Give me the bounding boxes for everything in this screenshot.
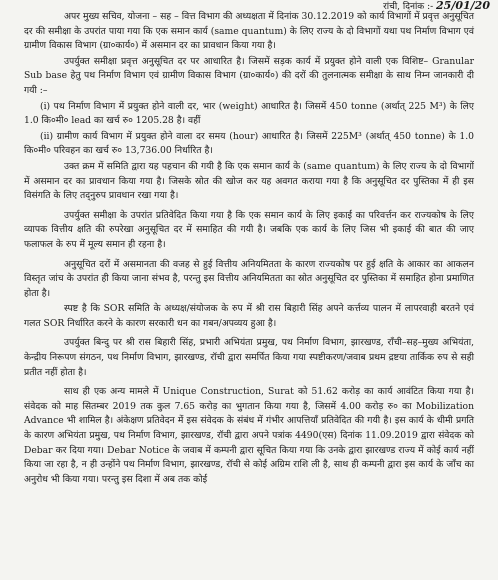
paragraph-point-ii: (ii) ग्रामीण कार्य विभाग में प्रयुक्त होने वाला दर समय (hour) आधारित है। जिसमें 225M³ (अर्थात् 450 tonne) के 1.0 कि०मी० परिवहन का खर्च रु० 13,736.00 निर्धारित है। xyxy=(24,130,474,157)
date-label: रांची, दिनांक :- xyxy=(383,2,434,12)
paragraph-financial-irregularity: अनुसूचित दरों में असमानता की वजह से हुई वित्तीय अनियमितता के कारण राज्यकोष पर हुई क्षति के आकार का आकलन विस्तृत जांच के उपरांत ही किया जाना संभव है, परन्तु इस वित्तीय अनियमितता का स्रोत अनुसूचित दर पुस्तिका में समाहित होना प्रमाणित होता है। xyxy=(24,258,474,299)
paragraph-report-conclusion: उपर्युक्त समीक्षा के उपरांत प्रतिवेदित किया गया है कि एक समान कार्य के लिए इकाई का परिवर्त्तन कर राज्यकोष के लिए व्यापक वित्तीय क्षति की रुपरेखा अनुसूचित दर में समाहित की गयी है। जबकि एक कार्य के लिए जिस भी इकाई की बात की जाए फलाफल के रुप में मूल्य समान ही रहना है। xyxy=(24,209,474,250)
paragraph-sor-negligence: स्पष्ट है कि SOR समिति के अध्यक्ष/संयोजक के रुप में श्री रास बिहारी सिंह अपने कर्त्तव्य पालन में लापरवाही बरतने एवं गलत SOR निर्धारित करने के कारण सरकारी धन का गबन/अपव्यय हुआ है। xyxy=(24,303,474,329)
paragraph-review-meeting: अपर मुख्य सचिव, योजना – सह – वित्त विभाग की अध्यक्षता में दिनांक 30.12.2019 को कार्य विभागों में प्रवृत्त अनुसूचित दर की समीक्षा के उपरांत पाया गया कि एक समान कार्य (same quantum) के लिए राज्य के दो विभागों यथा पथ निर्माण विभाग एवं ग्रामीण विकास विभाग (ग्रा०कार्य०) में असमान दर का प्रावधान किया गया है। xyxy=(24,11,474,52)
paragraph-committee-finding: उक्त क्रम में समिति द्वारा यह पहचान की गयी है कि एक समान कार्य के (same quantum) के लिए राज्य के दो विभागों में असमान दर का प्रावधान किया गया है। जिसके स्रोत की खोज कर यह अवगत कराया गया है कि अनुसूचित दर पुस्तिका में ही इस विसंगति के लिए तद्नुरुप प्रावधान रखा गया है। xyxy=(24,160,474,202)
paragraph-explanation: उपर्युक्त बिन्दु पर श्री रास बिहारी सिंह, प्रभारी अभियंता प्रमुख, पथ निर्माण विभाग, झारखण्ड, राँची–सह–मुख्य अभियंता, केन्द्रीय निरूपण संगठन, पथ निर्माण विभाग, झारखण्ड, रॉची द्वारा समर्पित किया गया स्पष्टीकरण/जवाब प्रथम द्रष्टया तार्किक रुप से सही प्रतीत नहीं होता है। xyxy=(24,337,474,378)
handwritten-date: 25/01/20 xyxy=(436,0,490,12)
paragraph-review-basis: उपर्युक्त समीक्षा प्रवृत्त अनुसूचित दर पर आधारित है। जिसमें सड़क कार्य में प्रयुक्त होने वाली एक विशिष्ट– Granular Sub base हेतु पथ निर्माण विभाग एवं ग्रामीण विकास विभाग (ग्रा०कार्य०) की दरों की तुलनात्मक समीक्षा के साथ निम्न जानकारी दी गयी :– xyxy=(24,55,474,96)
paragraph-point-i: (i) पथ निर्माण विभाग में प्रयुक्त होने वाली दर, भार (weight) आधारित है। जिसमें 450 tonne (अर्थात् 225 M³) के लिए 1.0 कि०मी० lead का खर्च रु० 1205.28 है। वहीं xyxy=(24,100,474,127)
letter-body xyxy=(24,10,474,488)
paragraph-unique-construction: साथ ही एक अन्य मामले में Unique Construction, Surat को 51.62 करोड़ का कार्य आवंटित किया गया है। संवेदक को माह सितम्बर 2019 तक कुल 7.65 करोड़ का भुगतान किया गया है, जिसमें 4.00 करोड़ रु० का Mobilization Advance भी शामिल है। अंकेक्षण प्रतिवेदन में इस संवेदक के संबंध में गंभीर आपत्तियाँ प्रतिवेदित की गयी है। इस कार्य के धीमी प्रगति के कारण अभियंता प्रमुख, पथ निर्माण विभाग, झारखण्ड, रॉची द्वारा अपने पत्रांक 4490(एस) दिनांक 11.09.2019 द्वारा संवेदक को Debar कर दिया गया। Debar Notice के जवाब में कम्पनी द्वारा सूचित किया गया कि उनके द्वारा झारखण्ड राज्य में कोई कार्य नहीं किया जा रहा है, न ही उन्होंने पथ निर्माण विभाग, झारखण्ड, रॉची से कोई अग्रिम राशि ली है, साथ ही कम्पनी द्वारा इस कार्य के जाँच का अनुरोध भी किया गया। परन्तु इस दिशा में अब तक कोई xyxy=(24,386,474,485)
